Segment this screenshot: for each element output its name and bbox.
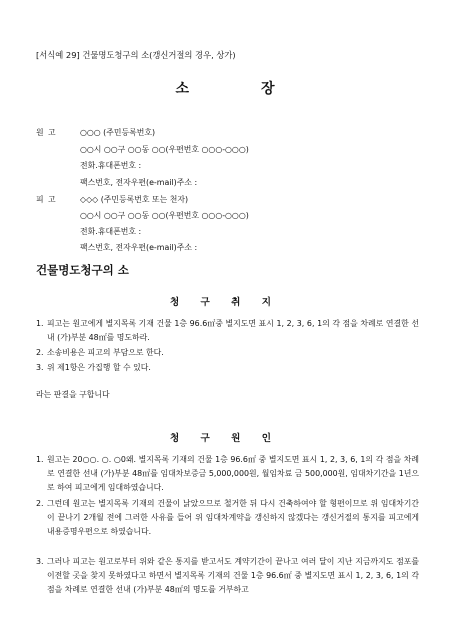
defendant-role: 피 고 [36, 195, 56, 204]
claim-purpose-item: 2. 소송비용은 피고의 부담으로 한다. [36, 348, 164, 357]
plaintiff-role: 원 고 [36, 128, 56, 137]
form-label: [서식예 29] 건물명도청구의 소(갱신거절의 경우, 상가) [36, 50, 236, 60]
defendant-address: ○○시 ○○구 ○○동 ○○(우편번호 ○○○-○○○) [80, 211, 249, 220]
defendant-fax-email: 팩스번호, 전자우편(e-mail)주소 : [80, 243, 198, 252]
plaintiff-phone: 전화․휴대폰번호 : [80, 161, 142, 170]
claim-cause-title: 청 구 원 인 [169, 433, 281, 444]
claim-cause-item: 1. 원고는 20○○. ○. ○0왜. 별지목록 기재의 건물 1층 96.6㎡ 중 별지도면 표시 1, 2, 3, 6, 1의 각 점을 차례로 연결한 선내 (가)부분 48㎡를 임대차보증금 5,000,000원, 월임차료 금 500,000원, 임대차기간을 1년으로 하여 피고에게 임대하였습니다. [36, 455, 419, 493]
claim-purpose-title: 청 구 취 지 [169, 297, 281, 308]
case-title: 건물명도청구의 소 [36, 263, 129, 277]
document-title [0, 78, 450, 98]
plaintiff-fax-email: 팩스번호, 전자우편(e-mail)주소 : [80, 178, 198, 187]
claim-purpose-item: 1. 피고는 원고에게 별지목록 기재 건물 1층 96.6㎡중 별지도면 표시 1, 2, 3, 6, 1의 각 점을 차례로 연결한 선내 (가)부분 48㎡를 명도하라. [36, 319, 419, 343]
plaintiff-name: ○○○ (주민등록번호) [80, 128, 156, 137]
claim-purpose-item: 3. 위 제1항은 가집행 할 수 있다. [36, 363, 151, 372]
document-title-left: 소 [175, 81, 189, 97]
closing-text: 라는 판결을 구합니다 [36, 390, 110, 399]
defendant-phone: 전화․휴대폰번호 : [80, 227, 142, 236]
claim-cause-item: 2. 그런데 원고는 별지목록 기재의 건물이 낡았으므로 철거한 뒤 다시 건축하여야 할 형편이므로 위 임대차기간이 끝나기 2개월 전에 그러한 사유를 들어 위 임대차계약을 갱신하지 않겠다는 갱신거절의 통지를 피고에게 내용증명우편으로 하였습니다. [36, 499, 419, 537]
defendant-name: ◇◇◇ (주민등록번호 또는 천자) [80, 195, 189, 204]
plaintiff-address: ○○시 ○○구 ○○동 ○○(우편번호 ○○○-○○○) [80, 145, 249, 154]
claim-cause-item: 3. 그러나 피고는 원고로부터 위와 같은 통지를 받고서도 계약기간이 끝나고 여러 달이 지난 지금까지도 점포를 이전할 곳을 찾지 못하였다고 하면서 별지목록 기재의 건물 1층 96.6㎡ 중 별지도면 표시 1, 2, 3, 6, 1의 각 점을 차례로 연결한 선내 (가)부분 48㎡의 명도를 거부하고 [36, 557, 419, 595]
document-title-right: 장 [261, 81, 275, 97]
